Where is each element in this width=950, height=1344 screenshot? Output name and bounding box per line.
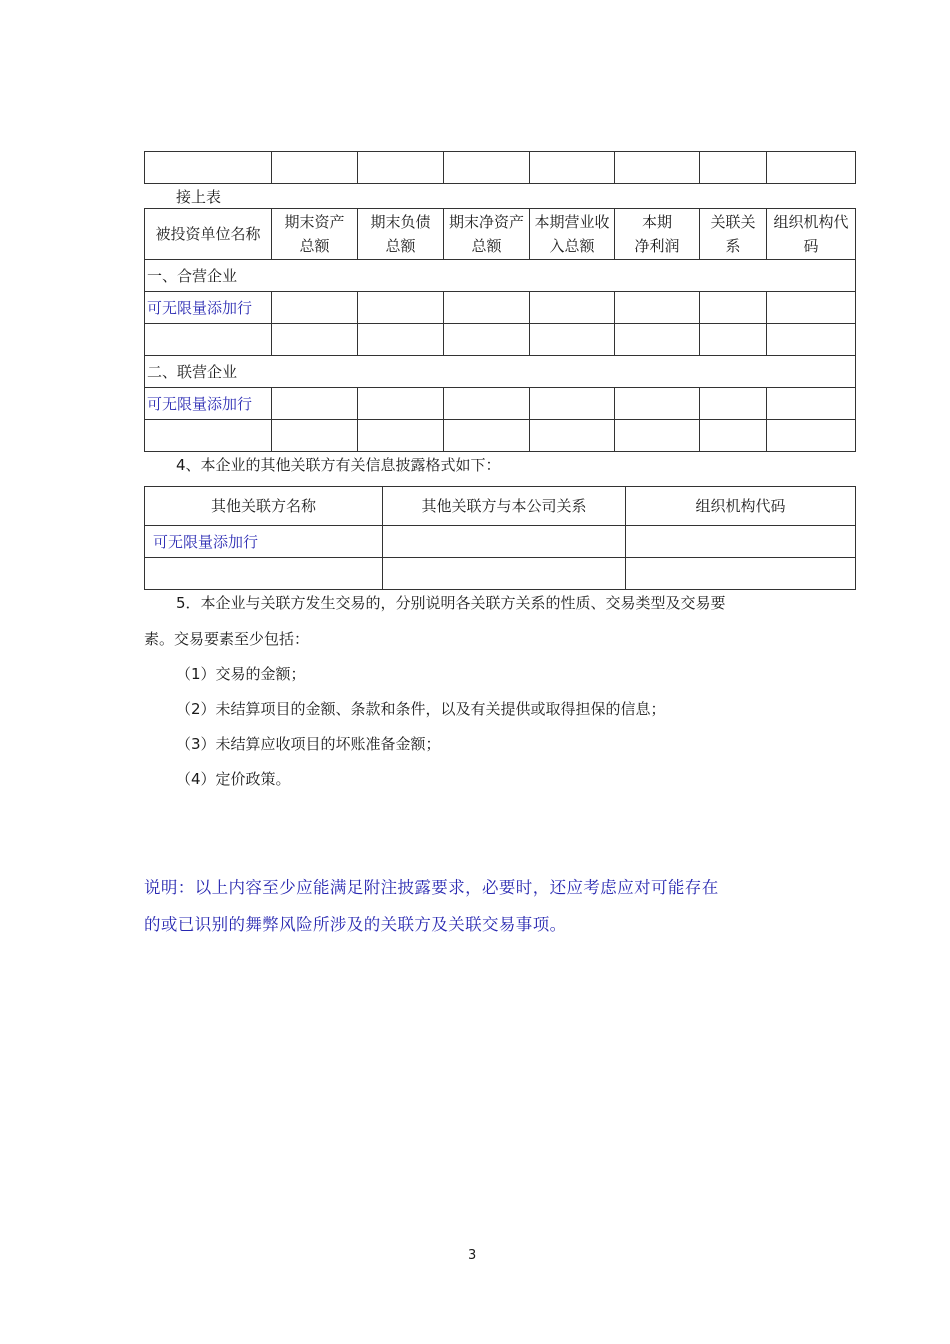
sub-item-1: （1）交易的金额； — [176, 665, 306, 683]
table-row — [145, 420, 856, 452]
top-fragment-table — [144, 151, 856, 184]
item-5-line-2: 素。交易要素至少包括： — [144, 630, 310, 648]
col-header-investee-name: 被投资单位名称 — [145, 209, 272, 260]
col-header-revenue: 本期营业收 入总额 — [530, 209, 615, 260]
table-row — [145, 526, 856, 558]
col-header-net-assets: 期末净资产 总额 — [444, 209, 530, 260]
col-header-total-liabilities: 期末负债 总额 — [358, 209, 444, 260]
table-row — [145, 324, 856, 356]
investee-table — [144, 208, 856, 452]
section-row-associate — [145, 356, 856, 388]
section-label-associate: 二、联营企业 — [145, 356, 856, 388]
sub-item-3: （3）未结算应收项目的坏账准备金额； — [176, 735, 441, 753]
header-row — [145, 487, 856, 526]
add-row-hint: 可无限量添加行 — [145, 526, 383, 558]
table-row — [145, 292, 856, 324]
add-row-hint: 可无限量添加行 — [145, 292, 272, 324]
sub-item-4: （4）定价政策。 — [176, 770, 291, 788]
section-label-joint-venture: 一、合营企业 — [145, 260, 856, 292]
col-header-other-org-code: 组织机构代码 — [626, 487, 856, 526]
col-header-other-name: 其他关联方名称 — [145, 487, 383, 526]
add-row-hint: 可无限量添加行 — [145, 388, 272, 420]
col-header-relation: 关联关 系 — [700, 209, 767, 260]
continued-label: 接上表 — [176, 188, 222, 206]
item-4-text: 4、本企业的其他关联方有关信息披露格式如下： — [176, 456, 501, 474]
section-row-joint-venture — [145, 260, 856, 292]
page-number: 3 — [468, 1248, 477, 1263]
other-related-table — [144, 486, 856, 590]
col-header-total-assets: 期末资产 总额 — [272, 209, 358, 260]
table-row — [145, 558, 856, 590]
table-row — [145, 152, 856, 184]
col-header-other-relation: 其他关联方与本公司关系 — [383, 487, 626, 526]
col-header-org-code: 组织机构代 码 — [767, 209, 856, 260]
table-row — [145, 388, 856, 420]
sub-item-2: （2）未结算项目的金额、条款和条件，以及有关提供或取得担保的信息； — [176, 700, 666, 718]
note-line-1: 说明：以上内容至少应能满足附注披露要求，必要时，还应考虑应对可能存在 — [144, 878, 719, 897]
item-5-line-1: 5．本企业与关联方发生交易的，分别说明各关联方关系的性质、交易类型及交易要 — [176, 594, 726, 612]
col-header-net-profit: 本期 净利润 — [615, 209, 700, 260]
header-row — [145, 209, 856, 260]
note-line-2: 的或已识别的舞弊风险所涉及的关联方及关联交易事项。 — [144, 915, 567, 934]
